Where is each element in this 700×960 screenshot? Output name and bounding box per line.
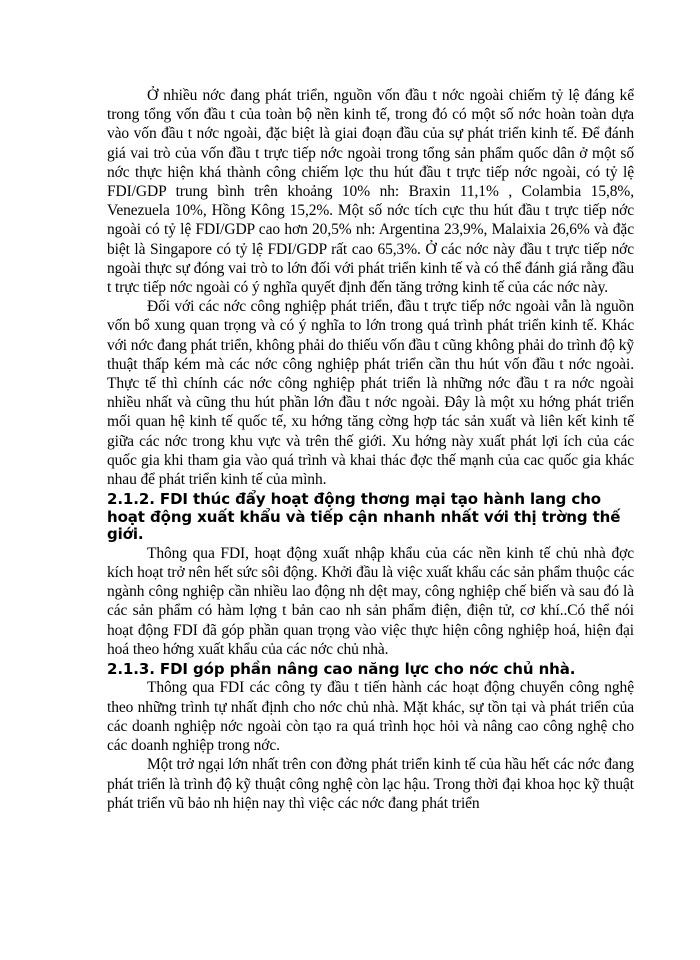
paragraph-fdi-industrial-countries: Đối với các nớc công nghiệp phát triển, đầu t trực tiếp nớc ngoài vẫn là nguồn vốn bổ xung quan trọng và có ý nghĩa to lớn trong quá trình phát triển kinh tế. Khác với nớc đang phát triển, không phải do thiếu vốn đầu t cũng không phải do trình độ kỹ thuật thấp kém mà các nớc công nghiệp phát triển cần thu hút vốn đầu t nớc ngoài. Thực tế thì chính các nớc công nghiệp phát triển là những nớc đầu t ra nớc ngoài nhiều nhất và cũng thu hút phần lớn đầu t nớc ngoài. Đây là một xu hớng phát triển mối quan hệ kinh tế quốc tế, xu hớng tăng cờng hợp tác sản xuất và liên kết kinh tế giữa các nớc trong khu vực và trên thế giới. Xu hớng này xuất phát lợi ích của các quốc gia khi tham gia vào quá trình và khai thác đợc thế mạnh của cac quốc gia khác nhau để phát triển kinh tế của mình.	[107, 298, 634, 489]
section-heading-2-1-3: 2.1.3. FDI góp phần nâng cao năng lực cho nớc chủ nhà.	[107, 659, 576, 678]
paragraph-technology-obstacle: Một trở ngại lớn nhất trên con đờng phát triển kinh tế của hầu hết các nớc đang phát triển là trình độ kỹ thuật công nghệ còn lạc hậu. Trong thời đại khoa học kỹ thuật phát triển vũ bảo nh hiện nay thì việc các nớc đang phát triển	[107, 756, 634, 812]
paragraph-fdi-developing-countries: Ở nhiều nớc đang phát triển, nguồn vốn đầu t nớc ngoài chiếm tỷ lệ đáng kể trong tổng vốn đầu t của toàn bộ nền kinh tế, trong đó có một số nớc hoàn toàn dựa vào vốn đầu t nớc ngoài, đặc biệt là giai đoạn đầu của sự phát triển kinh tế. Để đánh giá vai trò của vốn đầu t trực tiếp nớc ngoài trong tổng sản phẩm quốc dân ở một số nớc thực hiện khá thành công chiếm lợc thu hút đầu t trực tiếp nớc ngoài, có tỷ lệ FDI/GDP trung bình trên khoảng 10% nh: Braxin 11,1% , Colambia 15,8%, Venezuela 10%, Hồng Kông 15,2%. Một số nớc tích cực thu hút đầu t trực tiếp nớc ngoài có tỷ lệ FDI/GDP cao hơn 20,5% nh: Argentina 23,9%, Malaixia 26,6% và đặc biệt là Singapore có tỷ lệ FDI/GDP rất cao 65,3%. Ở các nớc này đầu t trực tiếp nớc ngoài thực sự đóng vai trò to lớn đối với phát triển kinh tế và có thể đánh giá rằng đầu t trực tiếp nớc ngoài có ý nghĩa quyết định đến tăng trởng kinh tế của các nớc này.	[107, 87, 634, 297]
section-heading-2-1-2: 2.1.2. FDI thúc đẩy hoạt động thơng mại tạo hành lang cho hoạt động xuất khẩu và tiếp cận nhanh nhất với thị trờng thế giới.	[107, 490, 621, 544]
paragraph-fdi-export: Thông qua FDI, hoạt động xuất nhập khẩu của các nền kinh tế chủ nhà đợc kích hoạt trở nên hết sức sôi động. Khởi đầu là việc xuất khẩu các sản phẩm thuộc các ngành công nghiệp cần nhiều lao động nh dệt may, công nghiệp chế biến và sau đó là các sản phẩm có hàm lợng t bản cao nh sản phẩm điện, điện tử, cơ khí..Có thể nói hoạt động FDI đã góp phần quan trọng vào việc thực hiện công nghiệp hoá, hiện đại hoá theo hớng xuất khẩu của các nớc chủ nhà.	[107, 544, 634, 658]
paragraph-technology-transfer: Thông qua FDI các công ty đầu t tiến hành các hoạt động chuyển công nghệ theo những trình tự nhất định cho nớc chủ nhà. Mặt khác, sự tồn tại và phát triển của các doanh nghiệp nớc ngoài còn tạo ra quá trình học hỏi và nâng cao công nghệ cho các doanh nghiệp trong nớc.	[107, 679, 634, 755]
